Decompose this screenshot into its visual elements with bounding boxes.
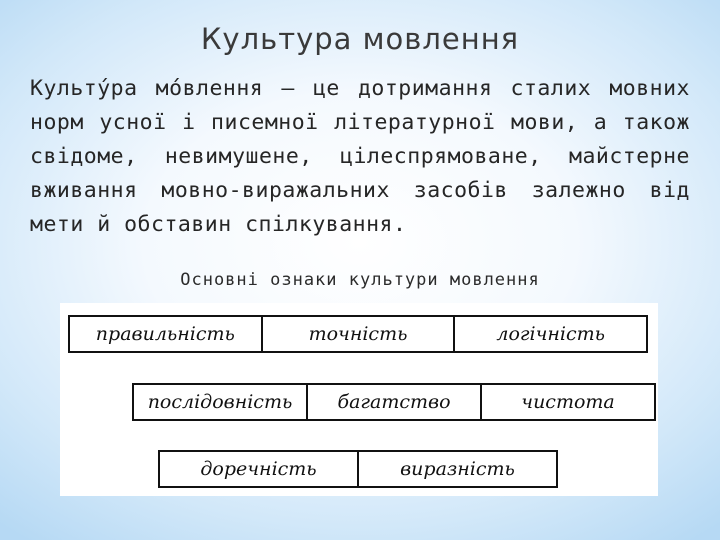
feature-accuracy: точність <box>263 317 456 351</box>
feature-appropriateness: доречність <box>160 452 359 486</box>
slide-title: Культура мовлення <box>200 22 520 56</box>
feature-purity: чистота <box>521 391 615 413</box>
features-row-2 <box>132 383 656 421</box>
features-subtitle: Основні ознаки культури мовлення <box>180 270 540 290</box>
feature-expressiveness: виразність <box>400 458 515 480</box>
definition-paragraph: Культу́ра мо́влення — це дотримання сталих мовних норм усної і писемної літературної мови, а також свідоме, невимушене, цілеспрямоване, майстерне вживання мовно-виражальних засобів залежно від мети й обставин спілкування. <box>30 76 690 237</box>
features-row-1 <box>68 315 648 353</box>
feature-consistency: послідовність <box>134 385 308 419</box>
feature-logic: логічність <box>496 323 605 345</box>
features-row-3 <box>158 450 558 488</box>
feature-richness: багатство <box>308 385 482 419</box>
features-diagram <box>60 303 658 496</box>
feature-correctness: правильність <box>70 317 263 351</box>
